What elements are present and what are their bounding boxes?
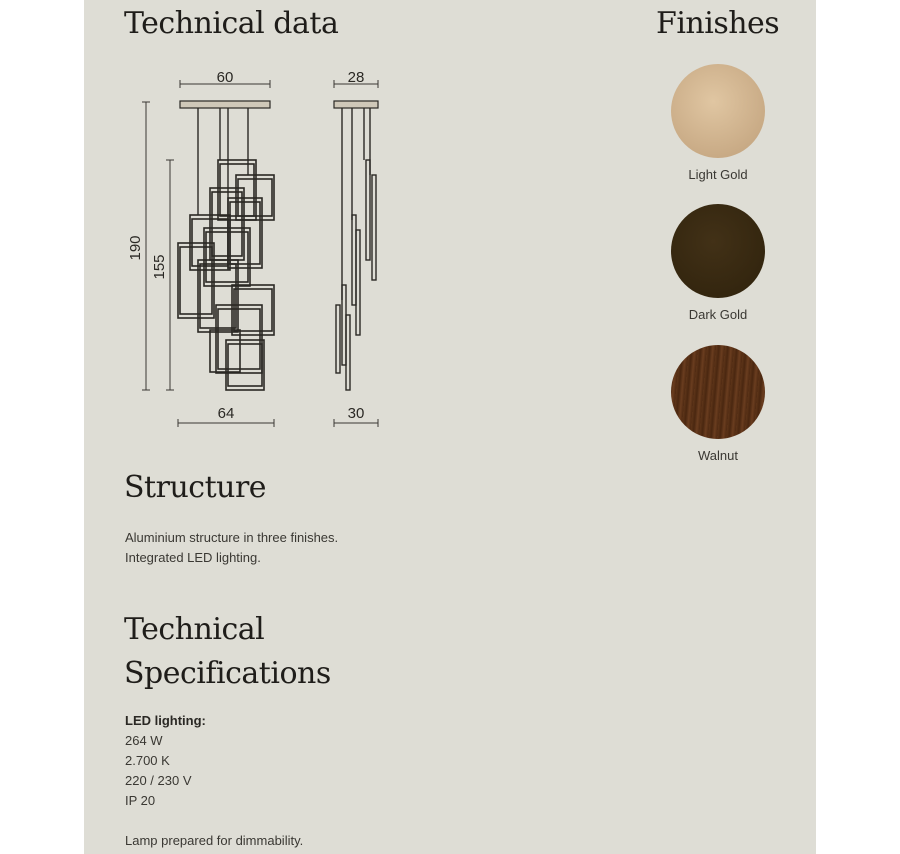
finish-walnut[interactable] (671, 345, 765, 463)
finish-light-gold[interactable] (671, 64, 765, 182)
finish-dark-gold[interactable] (671, 204, 765, 322)
structure-heading: Structure (124, 470, 267, 505)
technical-data-heading: Technical data (124, 6, 339, 41)
dark-gold-swatch[interactable] (671, 204, 765, 298)
finishes-heading: Finishes (656, 6, 780, 41)
front-canopy (180, 101, 270, 108)
walnut-swatch[interactable] (671, 345, 765, 439)
technical-drawing (120, 60, 400, 440)
dimmable-note: Lamp prepared for dimmability. (125, 833, 304, 848)
finish-label-light-gold: Light Gold (688, 167, 748, 182)
specifications-list (125, 711, 206, 811)
side-top-depth-label: 28 (347, 69, 365, 86)
body-height-label: 155 (151, 254, 168, 280)
finish-label-walnut: Walnut (698, 448, 738, 463)
finish-label-dark-gold: Dark Gold (688, 307, 748, 322)
specifications-heading (124, 608, 331, 696)
total-height-label: 190 (127, 235, 144, 261)
led-lighting-label: LED lighting: (125, 713, 206, 728)
front-bottom-width-label: 64 (217, 405, 235, 422)
spec-value: 220 / 230 V (125, 773, 192, 788)
spec-value: 264 W (125, 733, 163, 748)
specifications-heading-line1: Technical (124, 612, 265, 647)
front-top-width-label: 60 (216, 69, 234, 86)
specifications-heading-line2: Specifications (124, 656, 331, 691)
light-gold-swatch[interactable] (671, 64, 765, 158)
front-frames (178, 160, 274, 390)
spec-value: IP 20 (125, 793, 156, 808)
side-bottom-depth-label: 30 (347, 405, 365, 422)
structure-description (125, 528, 338, 568)
structure-line: Integrated LED lighting. (125, 550, 261, 565)
spec-value: 2.700 K (125, 753, 170, 768)
side-canopy (334, 101, 378, 108)
structure-line: Aluminium structure in three finishes. (125, 530, 339, 545)
